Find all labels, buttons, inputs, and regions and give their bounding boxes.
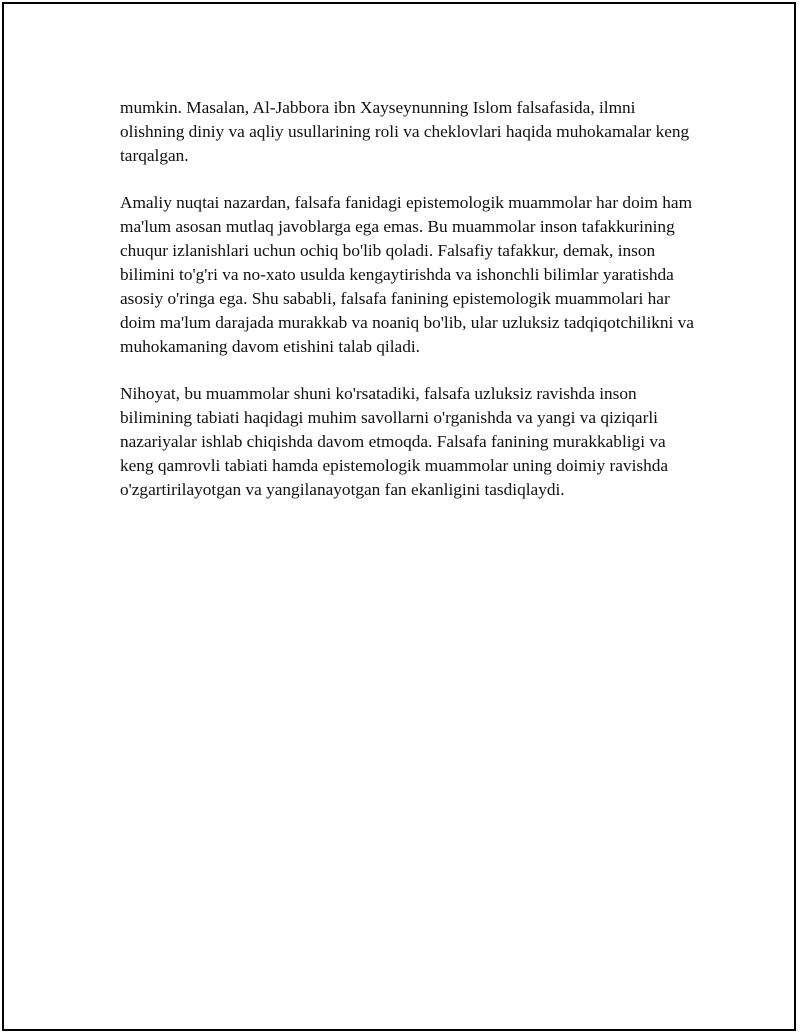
paragraph-2: Amaliy nuqtai nazardan, falsafa fanidagi epistemologik muammolar har doim ham ma'lum asosan mutlaq javoblarga ega emas. Bu muammolar inson tafakkurining chuqur izlanishlari uchun ochiq bo'lib qoladi. Falsafiy tafakkur, demak, inson bilimini to'g'ri va no-xato usulda kengaytirishda va ishonchli bilimlar yaratishda asosiy o'ringa ega. Shu sababli, falsafa fanining epistemologik muammolari har doim ma'lum darajada murakkab va noaniq bo'lib, ular uzluksiz tadqiqotchilikni va muhokamaning davom etishini talab qiladi. [120, 193, 694, 356]
paragraph-3: Nihoyat, bu muammolar shuni ko'rsatadiki, falsafa uzluksiz ravishda inson bilimining tabiati haqidagi muhim savollarni o'rganishda va yangi va qiziqarli nazariyalar ishlab chiqishda davom etmoqda. Falsafa fanining murakkabligi va keng qamrovli tabiati hamda epistemologik muammolar uning doimiy ravishda o'zgartirilayotgan va yangilanayotgan fan ekanligini tasdiqlaydi. [120, 384, 669, 499]
paragraph-1: mumkin. Masalan, Al-Jabbora ibn Xayseynunning Islom falsafasida, ilmni olishning diniy va aqliy usullarining roli va cheklovlari haqida muhokamalar keng tarqalgan. [120, 98, 690, 165]
page-body [120, 96, 700, 525]
page-frame [2, 2, 796, 1031]
